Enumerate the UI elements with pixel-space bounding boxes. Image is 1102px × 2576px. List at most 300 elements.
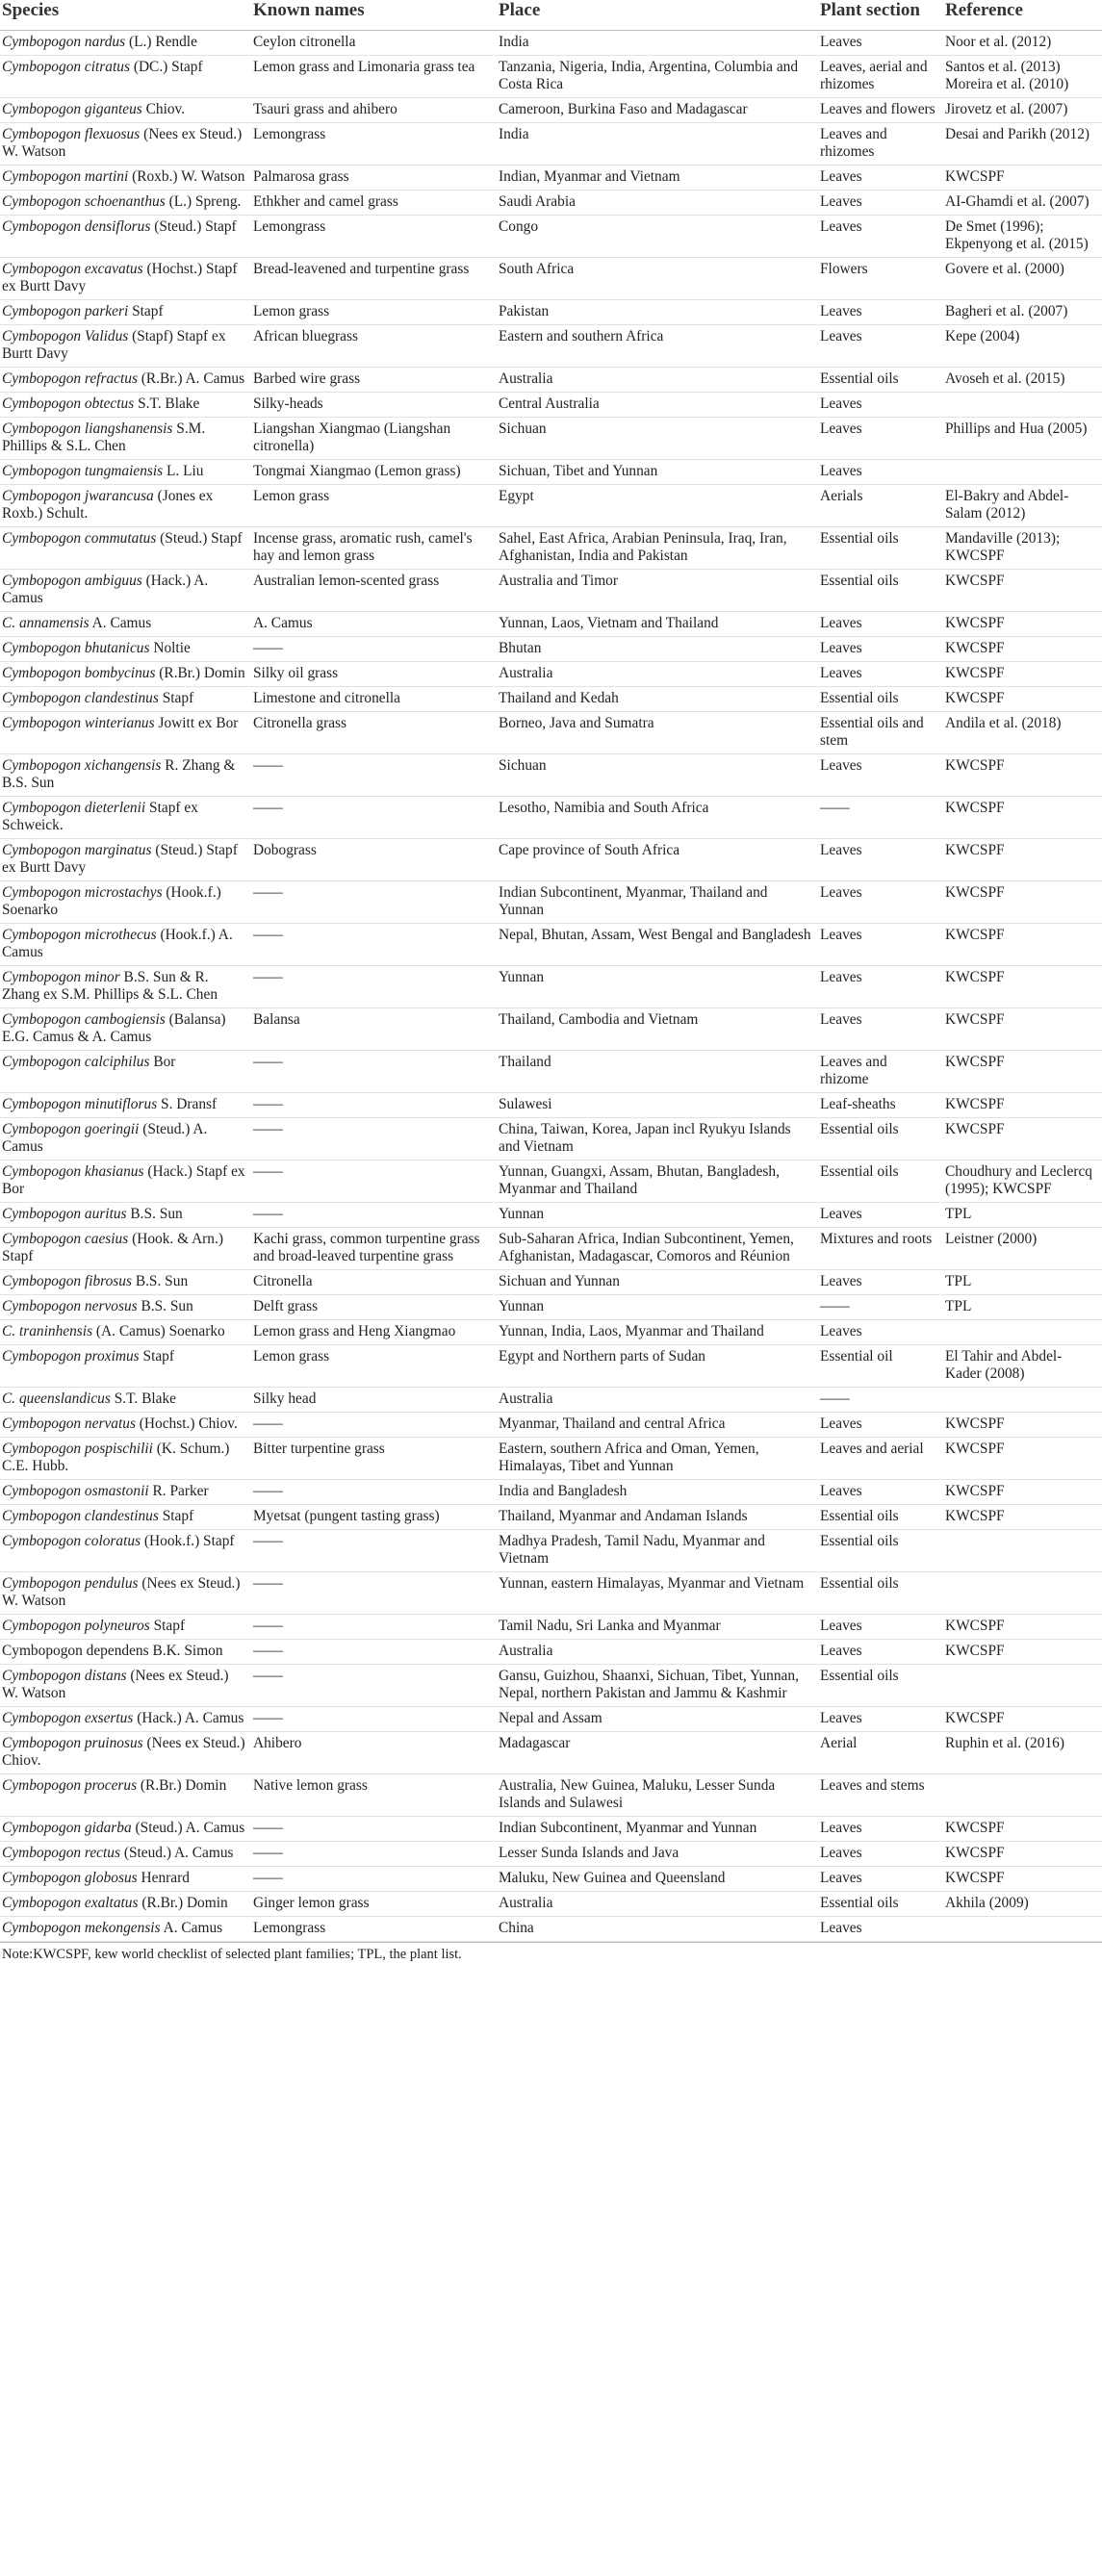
species-authority: (Hook.f.) Soenarko xyxy=(2,884,221,918)
species-genus: Cymbopogon jwarancusa xyxy=(2,488,154,504)
cell-plant-section: Leaf-sheaths xyxy=(818,1093,943,1118)
cell-known-names: A. Camus xyxy=(251,612,497,637)
cell-reference: KWCSPF xyxy=(943,662,1102,687)
cell-place: Nepal and Assam xyxy=(497,1707,818,1732)
species-authority: Bor xyxy=(149,1054,176,1070)
cell-reference: KWCSPF xyxy=(943,1707,1102,1732)
table-row xyxy=(0,797,1102,839)
species-genus: Cymbopogon obtectus xyxy=(2,395,135,412)
cell-known-names: Balansa xyxy=(251,1008,497,1051)
species-genus: Cymbopogon tungmaiensis xyxy=(2,463,164,479)
species-genus: Cymbopogon excavatus xyxy=(2,261,143,277)
species-authority: B.S. Sun xyxy=(126,1206,183,1222)
species-genus: Cymbopogon goeringii xyxy=(2,1121,140,1137)
cell-plant-section: —— xyxy=(818,797,943,839)
cell-species xyxy=(0,570,251,612)
cell-reference xyxy=(943,1530,1102,1572)
species-genus: Cymbopogon microstachys xyxy=(2,884,163,901)
species-authority: (Hochst.) Chiov. xyxy=(135,1416,238,1432)
cell-plant-section: —— xyxy=(818,1388,943,1413)
cell-reference: KWCSPF xyxy=(943,839,1102,881)
cell-plant-section: Leaves xyxy=(818,166,943,191)
table-row xyxy=(0,527,1102,570)
cell-plant-section: Leaves xyxy=(818,1203,943,1228)
cell-place: Lesotho, Namibia and South Africa xyxy=(497,797,818,839)
cell-place: Sichuan and Yunnan xyxy=(497,1270,818,1295)
species-authority: (Stapf) Stapf ex Burtt Davy xyxy=(2,328,226,362)
cell-known-names: Bread-leavened and turpentine grass xyxy=(251,258,497,300)
cell-reference xyxy=(943,1665,1102,1707)
species-genus: Cymbopogon minor xyxy=(2,969,120,985)
cell-place: Sichuan xyxy=(497,754,818,797)
cell-known-names: Lemon grass xyxy=(251,485,497,527)
species-genus: Cymbopogon martini xyxy=(2,168,129,185)
cell-species xyxy=(0,1842,251,1867)
species-genus: Cymbopogon pospischilii xyxy=(2,1441,153,1457)
cell-place: Yunnan, eastern Himalayas, Myanmar and Vietnam xyxy=(497,1572,818,1615)
cell-reference: AI-Ghamdi et al. (2007) xyxy=(943,191,1102,216)
cell-known-names: Australian lemon-scented grass xyxy=(251,570,497,612)
cell-reference xyxy=(943,1572,1102,1615)
species-authority: (Steud.) Stapf ex Burtt Davy xyxy=(2,842,238,876)
species-genus: C. traninhensis xyxy=(2,1323,93,1339)
cell-reference: De Smet (1996); Ekpenyong et al. (2015) xyxy=(943,216,1102,258)
species-genus: Cymbopogon dieterlenii xyxy=(2,800,146,816)
species-authority: A. Camus xyxy=(160,1920,223,1936)
cell-reference: KWCSPF xyxy=(943,1817,1102,1842)
species-authority: Jowitt ex Bor xyxy=(154,715,239,731)
species-genus: Cymbopogon xichangensis xyxy=(2,757,162,774)
cell-known-names: Barbed wire grass xyxy=(251,368,497,393)
cell-known-names: —— xyxy=(251,1867,497,1892)
cell-place: Egypt xyxy=(497,485,818,527)
table-row xyxy=(0,1270,1102,1295)
cell-known-names: Delft grass xyxy=(251,1295,497,1320)
species-genus: Cymbopogon nervatus xyxy=(2,1416,136,1432)
cell-species xyxy=(0,216,251,258)
cell-species xyxy=(0,839,251,881)
table-row xyxy=(0,31,1102,56)
cell-place: Thailand, Myanmar and Andaman Islands xyxy=(497,1505,818,1530)
table-row xyxy=(0,1917,1102,1942)
cell-reference: KWCSPF xyxy=(943,570,1102,612)
cell-known-names: —— xyxy=(251,1530,497,1572)
cell-known-names: Citronella xyxy=(251,1270,497,1295)
cell-species xyxy=(0,123,251,166)
cell-plant-section: Essential oils xyxy=(818,1665,943,1707)
species-genus: Cymbopogon clandestinus xyxy=(2,1508,159,1524)
cell-reference: KWCSPF xyxy=(943,1505,1102,1530)
cell-plant-section: Leaves xyxy=(818,216,943,258)
cell-known-names: —— xyxy=(251,881,497,924)
species-genus: Cymbopogon parkeri xyxy=(2,303,129,319)
species-genus: Cymbopogon mekongensis xyxy=(2,1920,161,1936)
species-genus: Cymbopogon refractus xyxy=(2,370,138,387)
table-row xyxy=(0,191,1102,216)
cell-plant-section: Aerials xyxy=(818,485,943,527)
cell-known-names: Dobograss xyxy=(251,839,497,881)
cell-reference: KWCSPF xyxy=(943,881,1102,924)
cell-known-names: —— xyxy=(251,1051,497,1093)
species-genus: Cymbopogon bhutanicus xyxy=(2,640,150,656)
cell-species xyxy=(0,258,251,300)
cell-known-names: Silky head xyxy=(251,1388,497,1413)
species-genus: Cymbopogon globosus xyxy=(2,1870,138,1886)
cell-plant-section: Leaves xyxy=(818,754,943,797)
table-row xyxy=(0,1867,1102,1892)
cell-known-names: —— xyxy=(251,1640,497,1665)
cell-species xyxy=(0,1008,251,1051)
species-genus: Cymbopogon gidarba xyxy=(2,1820,132,1836)
table-body xyxy=(0,31,1102,1942)
species-genus: Cymbopogon liangshanensis xyxy=(2,421,173,437)
cell-place: Cameroon, Burkina Faso and Madagascar xyxy=(497,98,818,123)
cell-place: Bhutan xyxy=(497,637,818,662)
cell-species xyxy=(0,56,251,98)
cell-place: Tanzania, Nigeria, India, Argentina, Columbia and Costa Rica xyxy=(497,56,818,98)
cell-plant-section: Leaves and rhizomes xyxy=(818,123,943,166)
cell-plant-section: Flowers xyxy=(818,258,943,300)
cell-reference: Mandaville (2013); KWCSPF xyxy=(943,527,1102,570)
cell-place: Indian Subcontinent, Myanmar and Yunnan xyxy=(497,1817,818,1842)
cell-plant-section: Leaves xyxy=(818,393,943,418)
table-row xyxy=(0,1774,1102,1817)
species-authority: (Hook. & Arn.) Stapf xyxy=(2,1231,223,1264)
table-row xyxy=(0,98,1102,123)
cell-reference: KWCSPF xyxy=(943,1051,1102,1093)
cell-species xyxy=(0,1892,251,1917)
cell-place: Borneo, Java and Sumatra xyxy=(497,712,818,754)
cell-place: Sub-Saharan Africa, Indian Subcontinent, Yemen, Afghanistan, Madagascar, Comoros and Réunion xyxy=(497,1228,818,1270)
cell-plant-section: Leaves xyxy=(818,1413,943,1438)
cell-known-names: Bitter turpentine grass xyxy=(251,1438,497,1480)
cell-place: Thailand and Kedah xyxy=(497,687,818,712)
cell-reference: KWCSPF xyxy=(943,1640,1102,1665)
species-authority: Stapf ex Schweick. xyxy=(2,800,198,833)
table-row xyxy=(0,1160,1102,1203)
cell-plant-section: Essential oils xyxy=(818,1572,943,1615)
cell-reference: KWCSPF xyxy=(943,1842,1102,1867)
cell-species xyxy=(0,393,251,418)
cell-plant-section: Leaves xyxy=(818,924,943,966)
cell-species xyxy=(0,687,251,712)
cell-place: Yunnan, Laos, Vietnam and Thailand xyxy=(497,612,818,637)
cell-place: Sulawesi xyxy=(497,1093,818,1118)
species-authority: R. Zhang & B.S. Sun xyxy=(2,757,236,791)
cell-species xyxy=(0,1413,251,1438)
species-authority: Stapf xyxy=(158,1508,194,1524)
cell-plant-section: Leaves xyxy=(818,1480,943,1505)
cell-reference: KWCSPF xyxy=(943,687,1102,712)
cell-plant-section: Leaves, aerial and rhizomes xyxy=(818,56,943,98)
cell-known-names: Tsauri grass and ahibero xyxy=(251,98,497,123)
table-row xyxy=(0,1842,1102,1867)
cell-plant-section: Leaves xyxy=(818,1640,943,1665)
cell-reference: Noor et al. (2012) xyxy=(943,31,1102,56)
cell-known-names: Tongmai Xiangmao (Lemon grass) xyxy=(251,460,497,485)
cell-place: Pakistan xyxy=(497,300,818,325)
cell-species xyxy=(0,1867,251,1892)
species-authority: B.S. Sun xyxy=(137,1298,193,1314)
cell-known-names: Lemon grass and Heng Xiangmao xyxy=(251,1320,497,1345)
species-authority: Stapf xyxy=(139,1348,174,1365)
cell-place: Myanmar, Thailand and central Africa xyxy=(497,1413,818,1438)
species-authority: (Nees ex Steud.) W. Watson xyxy=(2,1575,241,1609)
species-authority: B.S. Sun & R. Zhang ex S.M. Phillips & S.L. Chen xyxy=(2,969,218,1003)
cell-place: Thailand, Cambodia and Vietnam xyxy=(497,1008,818,1051)
species-genus: Cymbopogon nardus xyxy=(2,34,126,50)
species-authority: (DC.) Stapf xyxy=(129,59,203,75)
cell-plant-section: Essential oils xyxy=(818,1892,943,1917)
species-authority: (Hook.f.) A. Camus xyxy=(2,927,233,960)
cell-reference: Bagheri et al. (2007) xyxy=(943,300,1102,325)
species-authority: (K. Schum.) C.E. Hubb. xyxy=(2,1441,230,1474)
cell-plant-section: Leaves xyxy=(818,460,943,485)
cell-species xyxy=(0,1505,251,1530)
cell-plant-section: Leaves xyxy=(818,839,943,881)
cell-known-names: Citronella grass xyxy=(251,712,497,754)
cell-species xyxy=(0,1707,251,1732)
cell-reference xyxy=(943,1320,1102,1345)
cell-plant-section: Essential oils xyxy=(818,1118,943,1160)
cell-place: Thailand xyxy=(497,1051,818,1093)
species-authority: (Jones ex Roxb.) Schult. xyxy=(2,488,214,522)
table-row xyxy=(0,1480,1102,1505)
species-authority: Chiov. xyxy=(141,101,186,117)
species-genus: Cymbopogon nervosus xyxy=(2,1298,138,1314)
cell-reference xyxy=(943,1917,1102,1942)
species-genus: Cymbopogon pendulus xyxy=(2,1575,139,1592)
cell-reference: Andila et al. (2018) xyxy=(943,712,1102,754)
species-authority: (Nees ex Steud.) W. Watson xyxy=(2,1668,229,1701)
cell-reference: KWCSPF xyxy=(943,637,1102,662)
table-row xyxy=(0,1665,1102,1707)
species-authority: (Steud.) Stapf xyxy=(156,530,243,547)
cell-plant-section: Leaves xyxy=(818,1867,943,1892)
cell-known-names: —— xyxy=(251,1160,497,1203)
species-authority: (Hack.) Stapf ex Bor xyxy=(2,1163,245,1197)
table-row xyxy=(0,924,1102,966)
cell-species xyxy=(0,1295,251,1320)
cell-reference: Avoseh et al. (2015) xyxy=(943,368,1102,393)
table-row xyxy=(0,1008,1102,1051)
cell-known-names: Silky oil grass xyxy=(251,662,497,687)
header-species: Species xyxy=(0,0,251,31)
cell-species xyxy=(0,166,251,191)
cell-place: Sichuan xyxy=(497,418,818,460)
table-row xyxy=(0,839,1102,881)
table-row xyxy=(0,1572,1102,1615)
cell-plant-section: Leaves xyxy=(818,300,943,325)
cell-place: Yunnan, India, Laos, Myanmar and Thailand xyxy=(497,1320,818,1345)
species-authority: (L.) Rendle xyxy=(125,34,197,50)
cell-place: China xyxy=(497,1917,818,1942)
cell-place: Indian, Myanmar and Vietnam xyxy=(497,166,818,191)
cell-species xyxy=(0,1118,251,1160)
cell-species xyxy=(0,527,251,570)
table-header xyxy=(0,0,1102,31)
table-row xyxy=(0,1438,1102,1480)
table-row xyxy=(0,325,1102,368)
cell-reference: Santos et al. (2013) Moreira et al. (2010) xyxy=(943,56,1102,98)
cell-reference: TPL xyxy=(943,1295,1102,1320)
cell-place: Cape province of South Africa xyxy=(497,839,818,881)
cell-plant-section: Leaves and aerial xyxy=(818,1438,943,1480)
header-reference: Reference xyxy=(943,0,1102,31)
cell-species xyxy=(0,1817,251,1842)
cell-species xyxy=(0,797,251,839)
table-row xyxy=(0,1118,1102,1160)
cell-plant-section: Leaves xyxy=(818,1707,943,1732)
cell-reference: KWCSPF xyxy=(943,754,1102,797)
cell-species xyxy=(0,1615,251,1640)
species-authority: (Hook.f.) Stapf xyxy=(141,1533,235,1549)
cell-reference: KWCSPF xyxy=(943,1008,1102,1051)
cell-place: Sahel, East Africa, Arabian Peninsula, Iraq, Iran, Afghanistan, India and Pakistan xyxy=(497,527,818,570)
species-genus: Cymbopogon winterianus xyxy=(2,715,155,731)
species-authority: Cymbopogon dependens B.K. Simon xyxy=(2,1643,223,1659)
table-row xyxy=(0,1295,1102,1320)
cell-plant-section: Essential oils xyxy=(818,1530,943,1572)
table-row xyxy=(0,300,1102,325)
table-row xyxy=(0,393,1102,418)
table-row xyxy=(0,216,1102,258)
table-row xyxy=(0,612,1102,637)
cell-place: Sichuan, Tibet and Yunnan xyxy=(497,460,818,485)
cell-known-names: Palmarosa grass xyxy=(251,166,497,191)
cell-species xyxy=(0,368,251,393)
cell-species xyxy=(0,1665,251,1707)
cell-place: Australia xyxy=(497,1640,818,1665)
cell-plant-section: Essential oils xyxy=(818,527,943,570)
cell-plant-section: Leaves xyxy=(818,325,943,368)
table-row xyxy=(0,166,1102,191)
table-row xyxy=(0,1203,1102,1228)
cell-place: Australia xyxy=(497,662,818,687)
cell-species xyxy=(0,1572,251,1615)
cell-known-names: Lemon grass xyxy=(251,300,497,325)
species-genus: C. queenslandicus xyxy=(2,1390,111,1407)
cell-species xyxy=(0,1480,251,1505)
species-authority: S.T. Blake xyxy=(134,395,200,412)
cell-species xyxy=(0,460,251,485)
cell-plant-section: Essential oils xyxy=(818,368,943,393)
header-known-names: Known names xyxy=(251,0,497,31)
cell-known-names: —— xyxy=(251,1817,497,1842)
species-genus: Cymbopogon minutiflorus xyxy=(2,1096,158,1112)
cell-plant-section: Leaves xyxy=(818,1008,943,1051)
cell-species xyxy=(0,300,251,325)
cell-known-names: —— xyxy=(251,1842,497,1867)
cell-known-names: —— xyxy=(251,1665,497,1707)
cell-plant-section: Leaves xyxy=(818,1817,943,1842)
cell-place: Central Australia xyxy=(497,393,818,418)
species-genus: Cymbopogon distans xyxy=(2,1668,127,1684)
cell-species xyxy=(0,1732,251,1774)
species-authority: R. Parker xyxy=(148,1483,209,1499)
species-genus: Cymbopogon cambogiensis xyxy=(2,1011,166,1028)
species-genus: Cymbopogon clandestinus xyxy=(2,690,159,706)
cell-known-names: Ethkher and camel grass xyxy=(251,191,497,216)
species-genus: Cymbopogon rectus xyxy=(2,1845,120,1861)
cell-known-names: Ceylon citronella xyxy=(251,31,497,56)
cell-known-names: —— xyxy=(251,1203,497,1228)
cell-plant-section: Leaves xyxy=(818,1615,943,1640)
cell-plant-section: Leaves xyxy=(818,1270,943,1295)
cell-known-names: Ginger lemon grass xyxy=(251,1892,497,1917)
cell-plant-section: Essential oils xyxy=(818,570,943,612)
cell-known-names: Kachi grass, common turpentine grass and broad-leaved turpentine grass xyxy=(251,1228,497,1270)
cell-species xyxy=(0,662,251,687)
cell-reference: KWCSPF xyxy=(943,797,1102,839)
species-authority: Henrard xyxy=(137,1870,190,1886)
cell-known-names: Myetsat (pungent tasting grass) xyxy=(251,1505,497,1530)
cell-plant-section: Essential oils xyxy=(818,1505,943,1530)
cell-species xyxy=(0,1203,251,1228)
cell-place: Maluku, New Guinea and Queensland xyxy=(497,1867,818,1892)
cell-place: Gansu, Guizhou, Shaanxi, Sichuan, Tibet, Yunnan, Nepal, northern Pakistan and Jammu & Kashmir xyxy=(497,1665,818,1707)
cell-known-names: —— xyxy=(251,1572,497,1615)
cell-known-names: —— xyxy=(251,754,497,797)
table-row xyxy=(0,1640,1102,1665)
table-row xyxy=(0,1505,1102,1530)
table-row xyxy=(0,1413,1102,1438)
species-authority: (R.Br.) Domin xyxy=(155,665,245,681)
cell-plant-section: Leaves xyxy=(818,418,943,460)
cell-place: South Africa xyxy=(497,258,818,300)
cell-known-names: Lemon grass xyxy=(251,1345,497,1388)
species-genus: Cymbopogon flexuosus xyxy=(2,126,141,142)
cell-plant-section: Essential oils and stem xyxy=(818,712,943,754)
cell-species xyxy=(0,485,251,527)
cell-plant-section: Leaves xyxy=(818,612,943,637)
cell-reference: KWCSPF xyxy=(943,1413,1102,1438)
cell-place: Australia and Timor xyxy=(497,570,818,612)
cell-known-names: —— xyxy=(251,1093,497,1118)
cell-species xyxy=(0,1530,251,1572)
cell-plant-section: Essential oil xyxy=(818,1345,943,1388)
species-genus: Cymbopogon polyneuros xyxy=(2,1618,150,1634)
table-row xyxy=(0,418,1102,460)
species-authority: (A. Camus) Soenarko xyxy=(92,1323,225,1339)
species-genus: Cymbopogon citratus xyxy=(2,59,130,75)
table-row xyxy=(0,662,1102,687)
species-authority: (L.) Spreng. xyxy=(165,193,242,210)
cell-reference: Akhila (2009) xyxy=(943,1892,1102,1917)
cell-known-names: Limestone and citronella xyxy=(251,687,497,712)
cell-species xyxy=(0,754,251,797)
table-row xyxy=(0,1892,1102,1917)
species-genus: Cymbopogon marginatus xyxy=(2,842,152,858)
table-row xyxy=(0,570,1102,612)
cell-reference: KWCSPF xyxy=(943,924,1102,966)
species-genus: Cymbopogon osmastonii xyxy=(2,1483,149,1499)
cell-plant-section: Leaves and stems xyxy=(818,1774,943,1817)
cell-reference: KWCSPF xyxy=(943,1867,1102,1892)
cell-reference: Phillips and Hua (2005) xyxy=(943,418,1102,460)
species-genus: Cymbopogon khasianus xyxy=(2,1163,144,1180)
species-authority: L. Liu xyxy=(163,463,204,479)
species-genus: Cymbopogon densiflorus xyxy=(2,218,151,235)
table-row xyxy=(0,881,1102,924)
cell-reference: Desai and Parikh (2012) xyxy=(943,123,1102,166)
cell-place: Eastern and southern Africa xyxy=(497,325,818,368)
cell-known-names: Liangshan Xiangmao (Liangshan citronella) xyxy=(251,418,497,460)
species-genus: Cymbopogon microthecus xyxy=(2,927,157,943)
cell-reference: KWCSPF xyxy=(943,1118,1102,1160)
cell-place: Yunnan xyxy=(497,1295,818,1320)
cell-plant-section: Leaves xyxy=(818,1842,943,1867)
